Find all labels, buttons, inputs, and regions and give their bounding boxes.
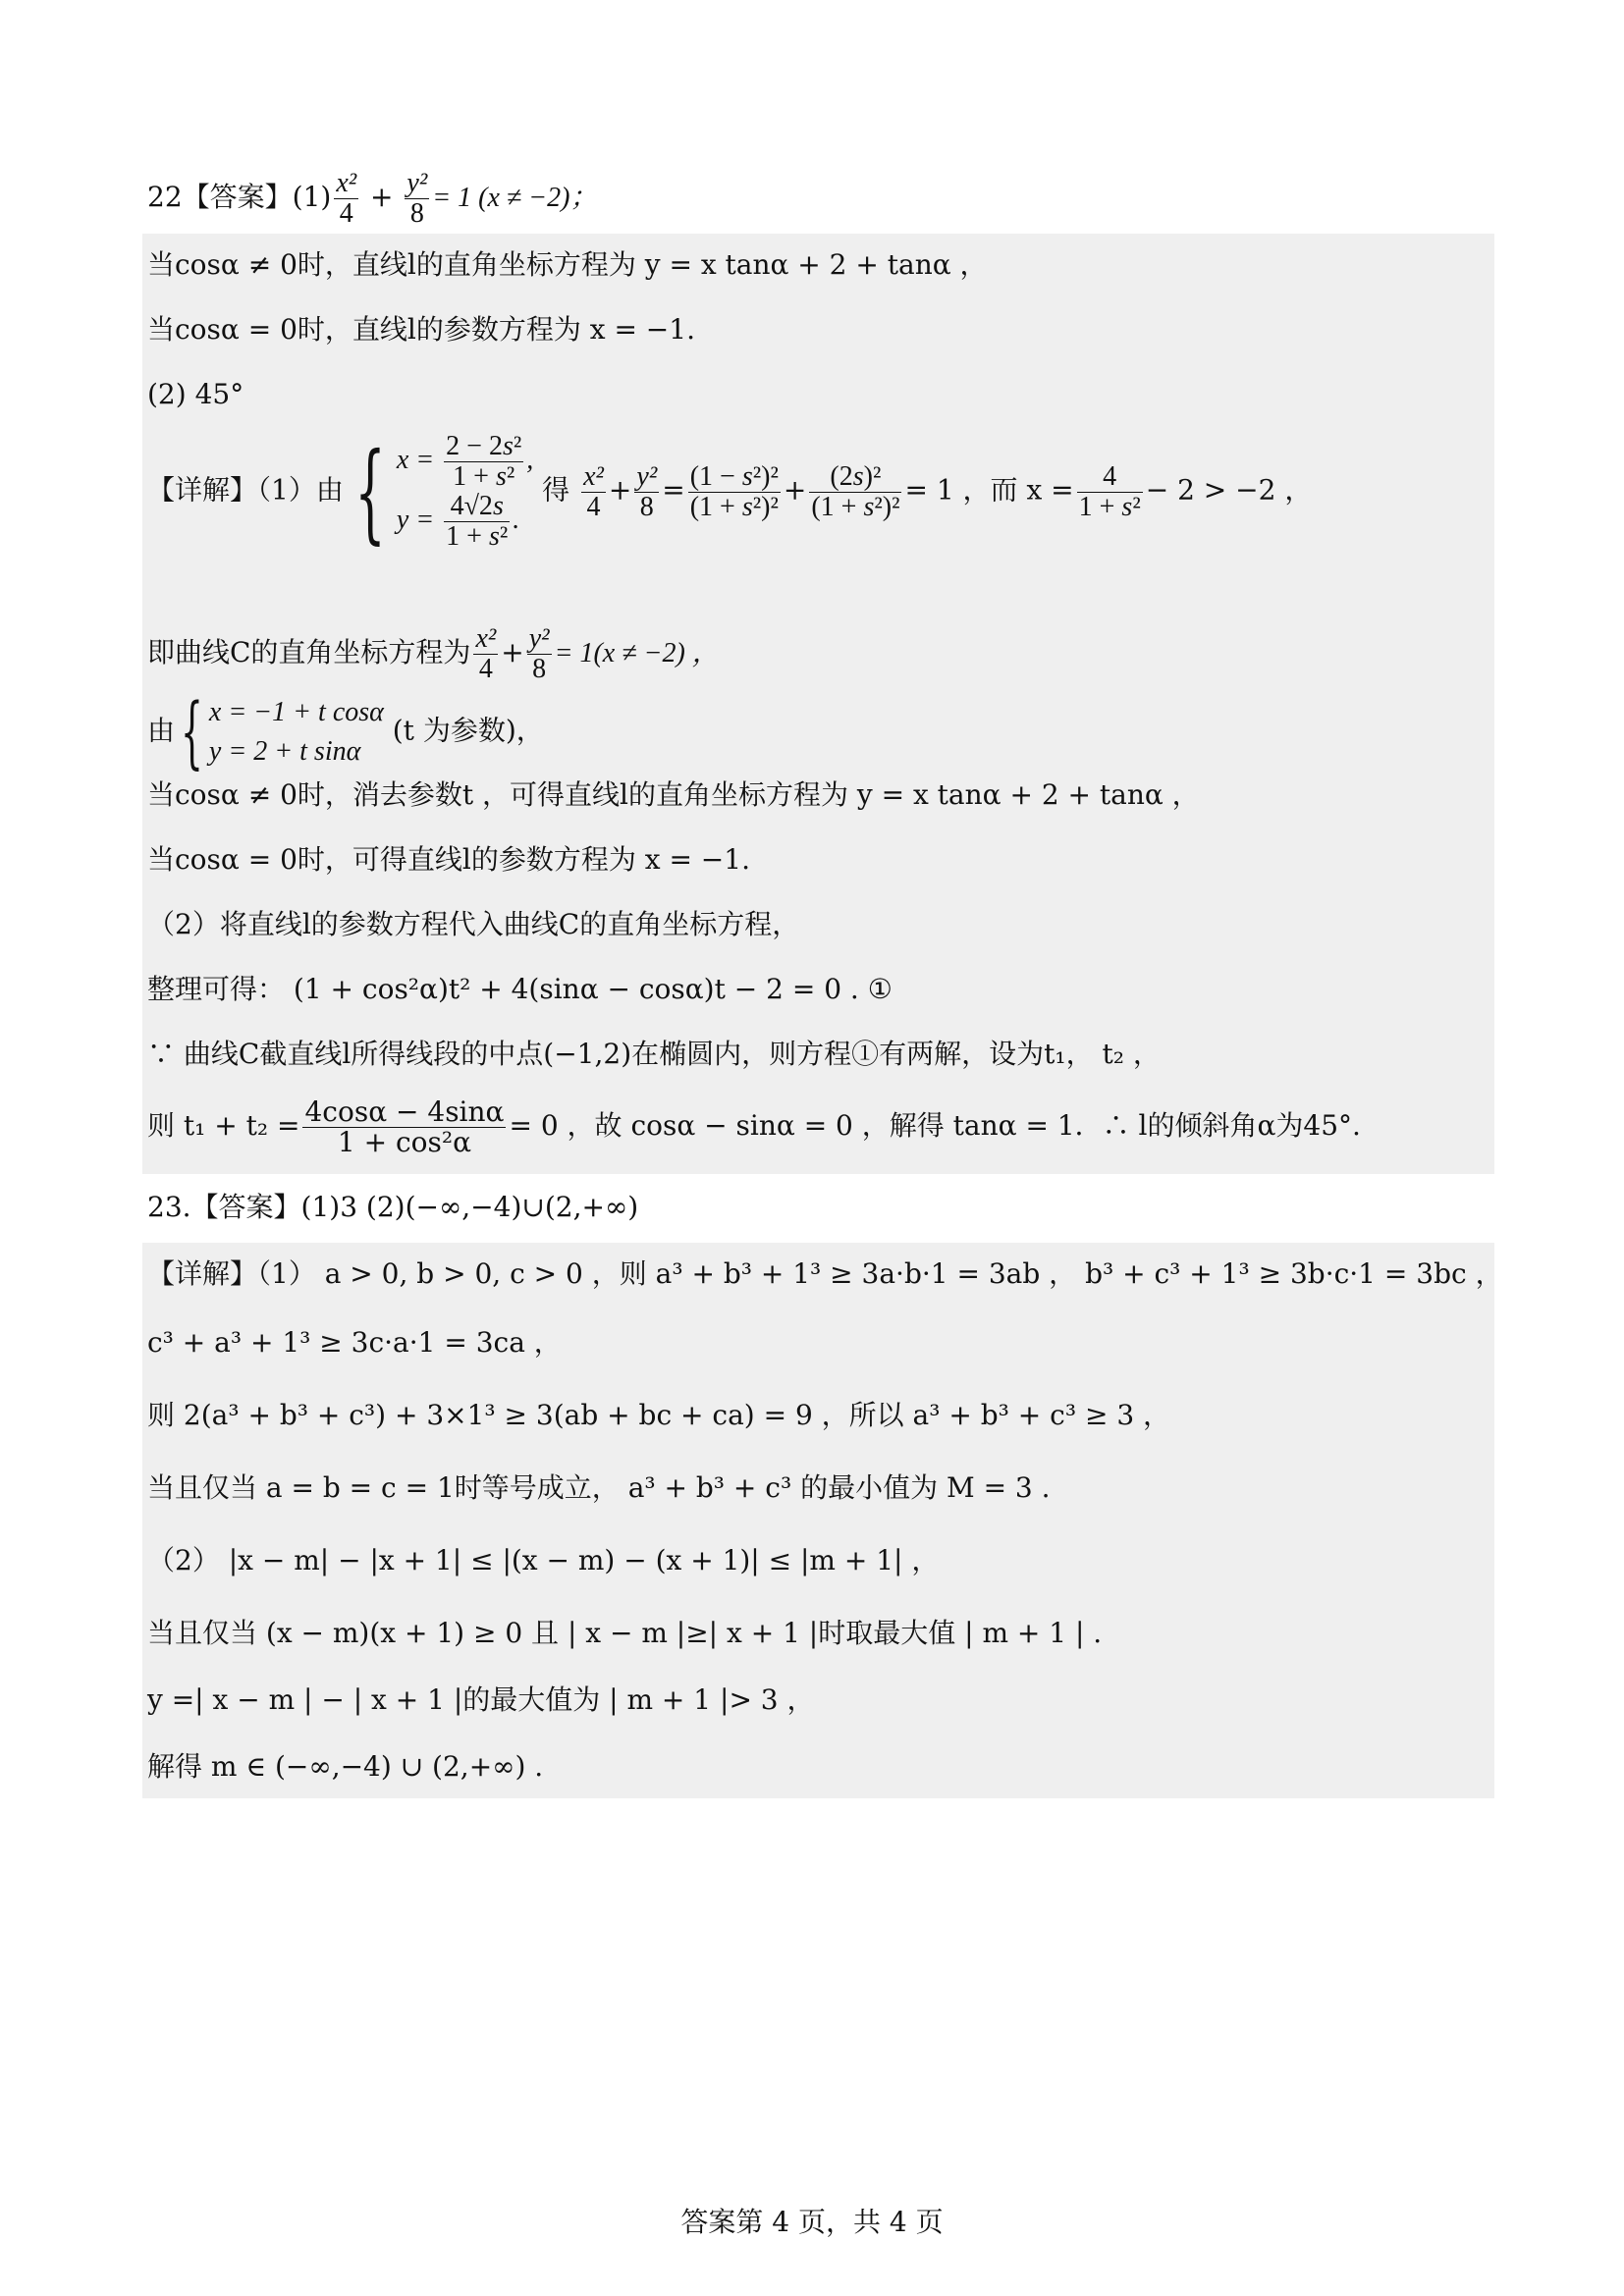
sum-den: 1 + cos²α bbox=[337, 1126, 472, 1158]
curve-line-text: 即曲线C的直角坐标方程为 bbox=[147, 636, 471, 668]
param-x: x = −1 + t cosα bbox=[208, 697, 384, 727]
detail-prefix: 【详解】（1）由 bbox=[147, 473, 344, 507]
elim2: 当cosα = 0时，可得直线l的参数方程为 x = −1. bbox=[147, 843, 750, 876]
l-case1: 当cosα ≠ 0时，直线l的直角坐标方程为 y = x tanα + 2 + tanα ， bbox=[147, 248, 988, 281]
sum-line bbox=[147, 1097, 1361, 1157]
param-note: (t 为参数)， bbox=[392, 714, 544, 747]
detail-end: = 1 ，而 x = bbox=[904, 473, 1074, 507]
detail-end2: − 2 > −2 ， bbox=[1145, 473, 1313, 507]
q23-d7: y =| x − m | − | x + 1 |的最大值为 | m + 1 |> 3 ， bbox=[147, 1683, 815, 1716]
detail-line: 【详解】（1）由 { x = $\frac{\text{2 − 2s²}}{\text{1 + s²}}$ , y = $\frac{4√2s}{\text{1 + s²}}$ . 得 $\frac{\text{x²}}{4}$ + $\frac{\text{y²}}{8}$ = $\frac{\text{(1 − s²)²}}{\text{(1 + s²)²}}$ + $\frac{\text{(2s)²}}{\text{(1 + s²)²}}$ = 1 ，而 x = $\frac{4}{\text{1 + s²}}$ − 2 > −2 ， bbox=[147, 429, 1313, 555]
q23-d3: 则 2(a³ + b³ + c³) + 3×1³ ≥ 3(ab + bc + ca) = 9 ，所以 a³ + b³ + c³ ≥ 3 ， bbox=[147, 1399, 1171, 1431]
ans2: (2) 45° bbox=[147, 378, 244, 410]
q23-d1: 【详解】（1） a > 0, b > 0, c > 0 ，则 a³ + b³ + 1³ ≥ 3a·b·1 = 3ab ， b³ + c³ + 1³ ≥ 3b·c·1 = 3bc ， bbox=[147, 1257, 1503, 1290]
q22-head: 22【答案】 bbox=[147, 181, 293, 213]
sum-num: 4cosα − 4sinα bbox=[304, 1095, 505, 1128]
q23-d4: 当且仅当 a = b = c = 1时等号成立， a³ + b³ + c³ 的最小值为 M = 3 . bbox=[147, 1471, 1051, 1504]
l-case2: 当cosα = 0时，直线l的参数方程为 x = −1. bbox=[147, 313, 695, 346]
brace-symbol-2: { bbox=[181, 686, 203, 777]
q22-answer-line: 22【答案】(1) $\frac{\text{x²}}{4}$ + $\frac{\text{y²}}{8}$ = 1 (x ≠ −2)； bbox=[147, 168, 598, 229]
midpoint-line: ∵ 曲线C截直线l所得线段的中点(−1,2)在椭圆内，则方程①有两解，设为t₁， t₂ ， bbox=[147, 1038, 1161, 1070]
param-prefix: 由 bbox=[147, 714, 176, 747]
q23-d5: （2） |x − m| − |x + 1| ≤ |(x − m) − (x + 1)| ≤ |m + 1| ， bbox=[147, 1544, 940, 1576]
param-line bbox=[147, 686, 544, 777]
q23-d6: 当且仅当 (x − m)(x + 1) ≥ 0 且 | x − m |≥| x + 1 |时取最大值 | m + 1 | . bbox=[147, 1617, 1103, 1649]
arrange-line: 整理可得： (1 + cos²α)t² + 4(sinα − cosα)t − 2 = 0 . ① bbox=[147, 973, 893, 1005]
curve-tail: = 1(x ≠ −2) ， bbox=[554, 638, 720, 668]
q23-d8: 解得 m ∈ (−∞,−4) ∪ (2,+∞) . bbox=[147, 1750, 544, 1783]
q23-d2: c³ + a³ + 1³ ≥ 3c·a·1 = 3ca ， bbox=[147, 1326, 562, 1359]
brace-symbol: { bbox=[354, 429, 386, 555]
frac-x2-4: $\frac{\text{x²}}{4}$ bbox=[336, 168, 357, 229]
param-y: y = 2 + t sinα bbox=[208, 736, 361, 767]
q23-head: 23.【答案】(1)3 (2)(−∞,−4)∪(2,+∞) bbox=[147, 1191, 639, 1223]
q22-ans1-part: (1) bbox=[292, 181, 332, 213]
page-footer: 答案第 4 页，共 4 页 bbox=[680, 2206, 944, 2238]
sub-line: （2）将直线l的参数方程代入曲线C的直角坐标方程， bbox=[147, 908, 800, 940]
sys-y-lhs: y = bbox=[396, 504, 435, 535]
q22-ans1-tail: = 1 (x ≠ −2)； bbox=[432, 183, 598, 213]
frac-y2-8: $\frac{\text{y²}}{8}$ bbox=[406, 168, 428, 229]
curve-line: 即曲线C的直角坐标方程为 $\frac{\text{x²}}{4}$ + $\frac{\text{y²}}{8}$ = 1(x ≠ −2) ， bbox=[147, 623, 720, 684]
sum-prefix: 则 t₁ + t₂ = bbox=[147, 1109, 300, 1142]
sys-x-lhs: x = bbox=[396, 444, 435, 475]
elim1: 当cosα ≠ 0时，消去参数t ，可得直线l的直角坐标方程为 y = x tanα + 2 + tanα ， bbox=[147, 778, 1200, 811]
param-system-s: x = $\frac{\text{2 − 2s²}}{\text{1 + s²}}$ , y = $\frac{4√2s}{\text{1 + s²}}$ . bbox=[396, 431, 534, 552]
detail-mid: 得 bbox=[542, 473, 570, 507]
sum-tail: = 0 ，故 cosα − sinα = 0 ，解得 tanα = 1．∴ l的倾斜角α为45°. bbox=[509, 1109, 1361, 1142]
